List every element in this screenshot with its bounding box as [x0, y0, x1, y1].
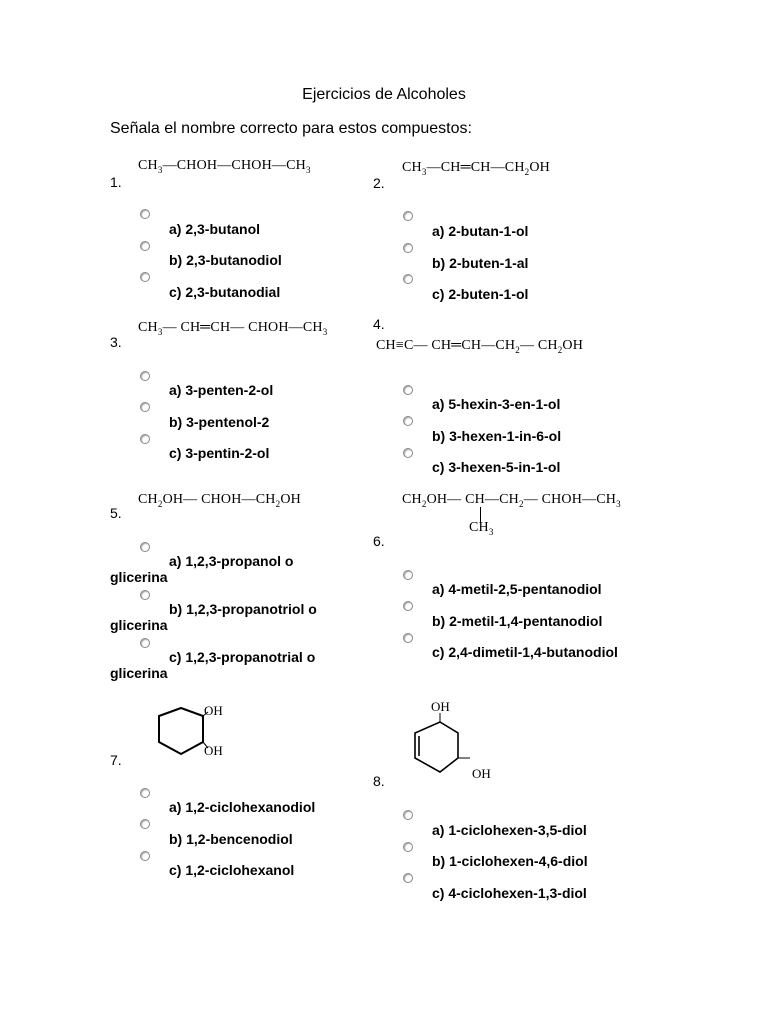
- cyclohexane-ring: [159, 708, 203, 754]
- q7-option-a-radio[interactable]: [140, 788, 150, 798]
- oh-label-1: OH: [204, 703, 223, 718]
- q6-option-b-radio[interactable]: [403, 601, 413, 611]
- q3-option-a-radio[interactable]: [140, 371, 150, 381]
- q5-option-b-radio[interactable]: [140, 590, 150, 600]
- q7-option-b-label: b) 1,2-bencenodiol: [169, 831, 293, 847]
- q4-option-b-radio[interactable]: [403, 416, 413, 426]
- oh-label-right: OH: [472, 766, 491, 781]
- question-1-formula: $CH_3—CHOH—CHOH—CH_3$: [138, 158, 311, 175]
- q1-option-c-label: c) 2,3-butanodial: [169, 284, 281, 300]
- q5-option-c-radio[interactable]: [140, 638, 150, 648]
- q6-option-b-label: b) 2-metil-1,4-pentanodiol: [432, 613, 603, 629]
- q8-option-a-label: a) 1-ciclohexen-3,5-diol: [432, 822, 587, 838]
- q5-option-b-label: b) 1,2,3-propanotriol o glicerina: [110, 601, 317, 633]
- q2-option-c-radio[interactable]: [403, 274, 413, 284]
- question-6-formula: $CH_2OH—$ $CH—CH_2—$ $CHOH—CH_3$: [402, 492, 621, 509]
- q7-cyclohexane-structure: [138, 698, 248, 768]
- question-2-number: 2.: [373, 175, 385, 191]
- q7-option-c-radio[interactable]: [140, 851, 150, 861]
- q3-option-b-label: b) 3-pentenol-2: [169, 414, 270, 430]
- q1-option-a-radio[interactable]: [140, 209, 150, 219]
- oh-label-top: OH: [431, 699, 450, 714]
- q6-option-a-label: a) 4-metil-2,5-pentanodiol: [432, 581, 602, 597]
- q4-option-a-label: a) 5-hexin-3-en-1-ol: [432, 396, 561, 412]
- q8-option-a-radio[interactable]: [403, 810, 413, 820]
- q8-option-c-label: c) 4-ciclohexen-1,3-diol: [432, 885, 587, 901]
- question-3-number: 3.: [110, 334, 122, 350]
- q2-option-b-radio[interactable]: [403, 243, 413, 253]
- q5-option-a-label: a) 1,2,3-propanol o glicerina: [110, 553, 294, 585]
- instruction-text: Señala el nombre correcto para estos compuestos:: [110, 120, 472, 137]
- q1-option-b-label: b) 2,3-butanodiol: [169, 252, 282, 268]
- q3-option-b-radio[interactable]: [140, 402, 150, 412]
- q8-cyclohexene-structure: [400, 696, 510, 786]
- q7-option-c-label: c) 1,2-ciclohexanol: [169, 862, 295, 878]
- oh-label-2: OH: [204, 743, 223, 758]
- q4-option-c-radio[interactable]: [403, 448, 413, 458]
- q8-option-b-label: b) 1-ciclohexen-4,6-diol: [432, 853, 588, 869]
- q1-option-c-radio[interactable]: [140, 272, 150, 282]
- question-5-formula: $CH_2OH—$ $CHOH—CH_2OH$: [138, 492, 301, 509]
- q4-option-a-radio[interactable]: [403, 385, 413, 395]
- q4-option-b-label: b) 3-hexen-1-in-6-ol: [432, 428, 562, 444]
- page-title: Ejercicios de Alcoholes: [302, 86, 466, 103]
- q7-option-a-label: a) 1,2-ciclohexanodiol: [169, 799, 316, 815]
- q8-option-c-radio[interactable]: [403, 873, 413, 883]
- q2-option-c-label: c) 2-buten-1-ol: [432, 286, 529, 302]
- question-3-formula: $CH_3—$ CH═CH— $CHOH—CH_3$: [138, 320, 328, 337]
- q3-option-c-radio[interactable]: [140, 434, 150, 444]
- question-4-formula: CH≡C— $CH═CH—CH_2—$ $CH_2OH$: [376, 338, 584, 355]
- q6-branch-methyl: $CH_3$: [469, 520, 494, 537]
- question-5-number: 5.: [110, 505, 122, 521]
- q3-option-a-label: a) 3-penten-2-ol: [169, 382, 274, 398]
- question-1-number: 1.: [110, 174, 122, 190]
- q2-option-b-label: b) 2-buten-1-al: [432, 255, 529, 271]
- question-8-number: 8.: [373, 773, 385, 789]
- q1-option-b-radio[interactable]: [140, 241, 150, 251]
- q2-option-a-label: a) 2-butan-1-ol: [432, 223, 529, 239]
- q4-option-c-label: c) 3-hexen-5-in-1-ol: [432, 459, 561, 475]
- q6-option-a-radio[interactable]: [403, 570, 413, 580]
- question-7-number: 7.: [110, 752, 122, 768]
- question-2-formula: $CH_3—CH═CH—CH_2OH$: [402, 160, 550, 177]
- q6-option-c-label: c) 2,4-dimetil-1,4-butanodiol: [432, 644, 618, 660]
- q2-option-a-radio[interactable]: [403, 211, 413, 221]
- q1-option-a-label: a) 2,3-butanol: [169, 221, 261, 237]
- q8-option-b-radio[interactable]: [403, 842, 413, 852]
- q7-option-b-radio[interactable]: [140, 819, 150, 829]
- q5-option-c-label: c) 1,2,3-propanotrial o glicerina: [110, 649, 316, 681]
- cyclohexene-ring: [415, 722, 458, 772]
- question-4-number: 4.: [373, 316, 385, 332]
- q5-option-a-radio[interactable]: [140, 542, 150, 552]
- q3-option-c-label: c) 3-pentin-2-ol: [169, 445, 270, 461]
- q6-option-c-radio[interactable]: [403, 633, 413, 643]
- question-6-number: 6.: [373, 533, 385, 549]
